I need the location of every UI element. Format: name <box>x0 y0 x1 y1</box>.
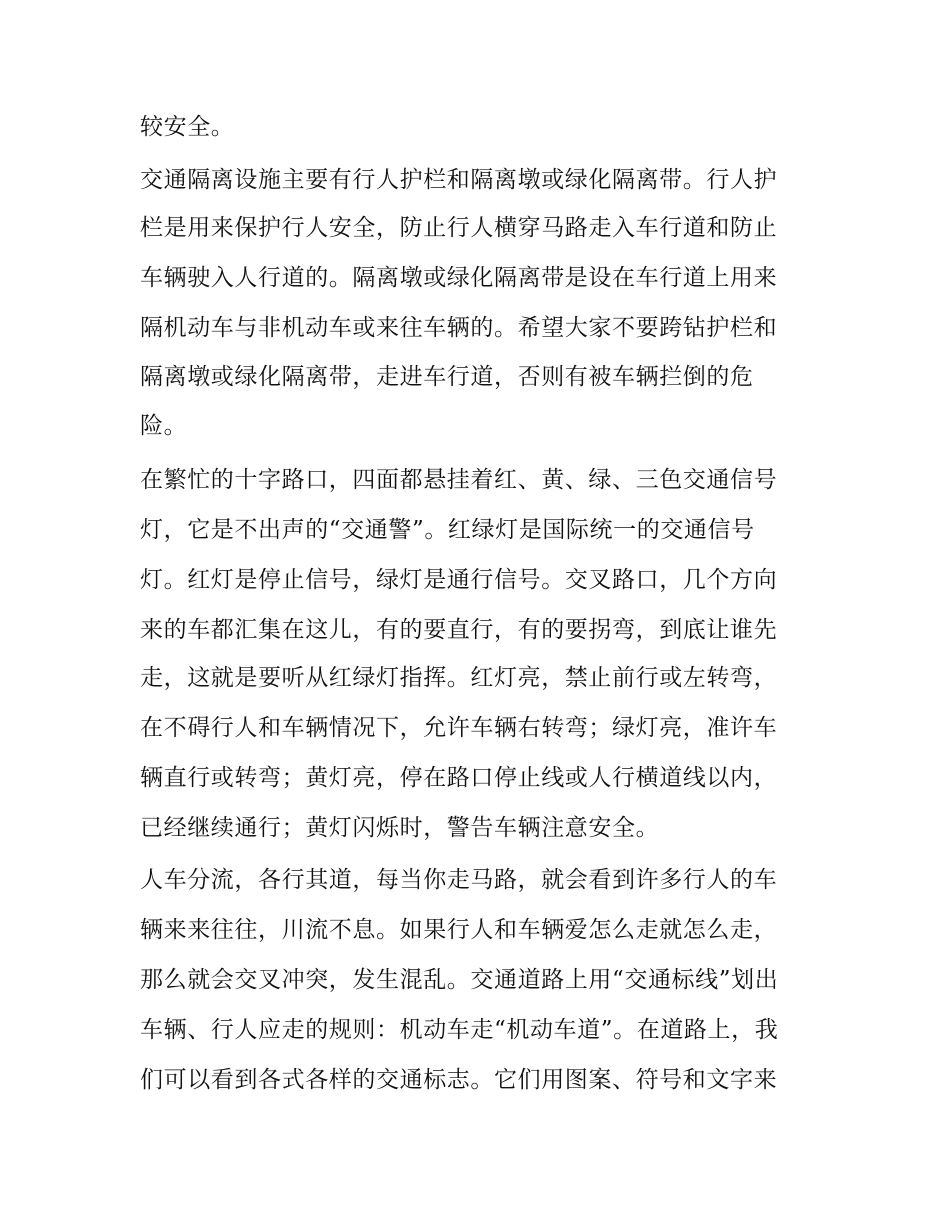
text-line: 在不碍行人和车辆情况下，允许车辆右转弯；绿灯亮，准许车 <box>140 715 778 741</box>
text-line: 灯。红灯是停止信号，绿灯是通行信号。交叉路口，几个方向 <box>140 567 778 593</box>
text-line: 辆直行或转弯；黄灯亮，停在路口停止线或人行横道线以内， <box>140 765 778 791</box>
text-line: 来的车都汇集在这儿，有的要直行，有的要拐弯，到底让谁先 <box>140 617 778 643</box>
text-line: 栏是用来保护行人安全，防止行人横穿马路走入车行道和防止 <box>140 215 778 241</box>
text-line: 隔机动车与非机动车或来往车辆的。希望大家不要跨钻护栏和 <box>140 315 778 341</box>
text-line: 交通隔离设施主要有行人护栏和隔离墩或绿化隔离带。行人护 <box>140 167 778 193</box>
text-line: 们可以看到各式各样的交通标志。它们用图案、符号和文字来 <box>140 1067 778 1093</box>
text-line: 已经继续通行；黄灯闪烁时，警告车辆注意安全。 <box>140 815 660 841</box>
text-line: 险。 <box>140 413 188 439</box>
text-line: 灯，它是不出声的“交通警”。红绿灯是国际统一的交通信号 <box>140 517 755 543</box>
text-line: 车辆、行人应走的规则：机动车走“机动车道”。在道路上，我 <box>140 1017 779 1043</box>
text-line: 走，这就是要听从红绿灯指挥。红灯亮，禁止前行或左转弯， <box>140 665 778 691</box>
text-line: 辆来来往往，川流不息。如果行人和车辆爱怎么走就怎么走， <box>140 917 778 943</box>
text-line: 较安全。 <box>140 114 235 140</box>
text-line: 人车分流，各行其道，每当你走马路，就会看到许多行人的车 <box>140 867 778 893</box>
text-line: 那么就会交叉冲突，发生混乱。交通道路上用“交通标线”划出 <box>140 967 779 993</box>
text-line: 隔离墩或绿化隔离带，走进车行道，否则有被车辆拦倒的危 <box>140 364 754 390</box>
text-line: 车辆驶入人行道的。隔离墩或绿化隔离带是设在车行道上用来 <box>140 265 778 291</box>
text-line: 在繁忙的十字路口，四面都悬挂着红、黄、绿、三色交通信号 <box>140 467 778 493</box>
